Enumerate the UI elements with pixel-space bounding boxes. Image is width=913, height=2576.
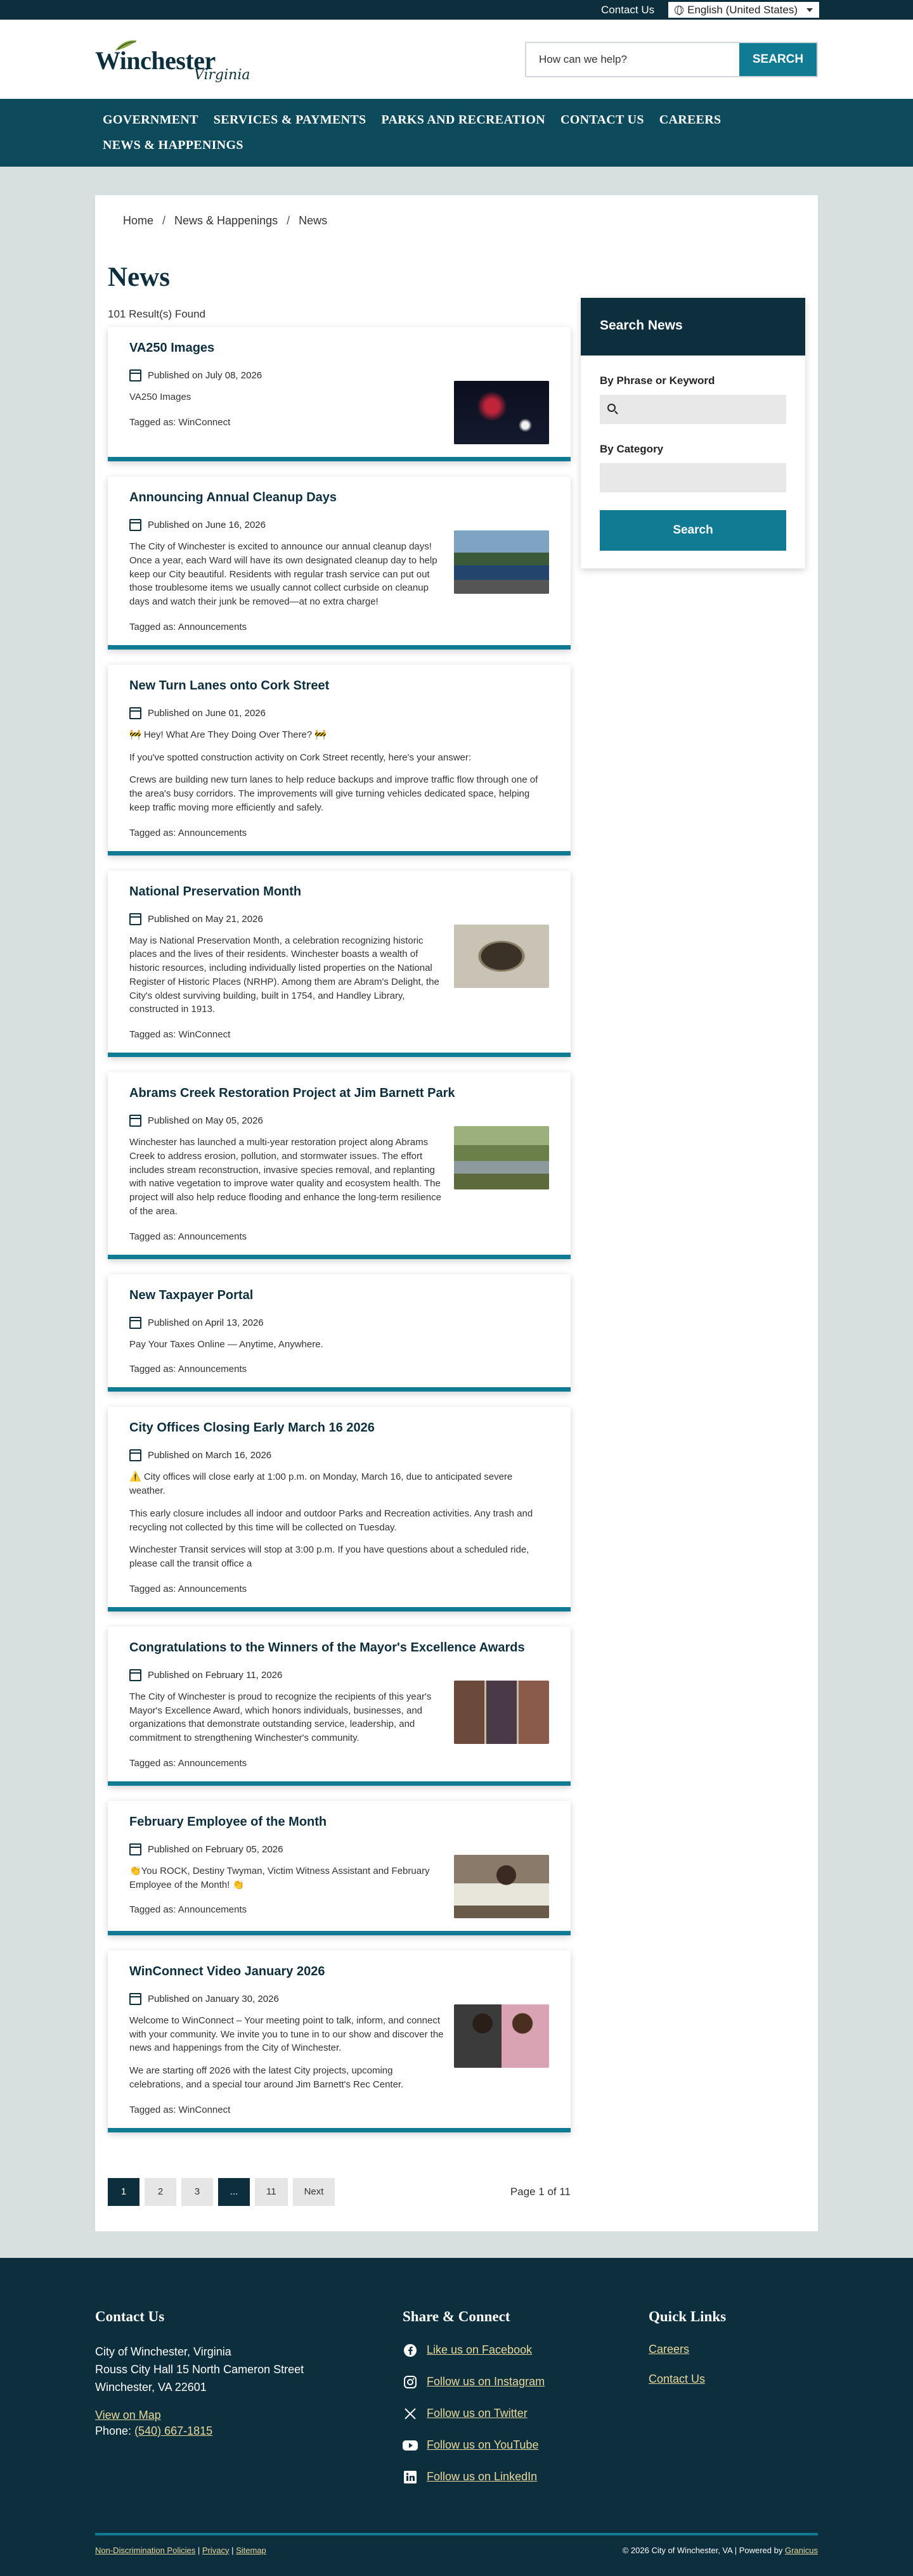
facebook-icon bbox=[403, 2343, 418, 2358]
breadcrumb-separator: / bbox=[162, 214, 166, 227]
calendar-icon bbox=[129, 1669, 141, 1681]
social-instagram[interactable] bbox=[403, 2374, 649, 2390]
news-card-tags: Tagged as: WinConnect bbox=[129, 1029, 231, 1040]
news-card bbox=[108, 327, 571, 461]
nav-item-parks-recreation[interactable]: PARKS AND RECREATION bbox=[381, 113, 546, 127]
utility-contact-link[interactable]: Contact Us bbox=[601, 3, 655, 16]
news-card bbox=[108, 477, 571, 650]
category-select[interactable] bbox=[600, 463, 786, 492]
nav-item-contact-us[interactable]: CONTACT US bbox=[560, 113, 644, 127]
calendar-icon bbox=[129, 1449, 141, 1461]
copyright bbox=[623, 2546, 818, 2555]
logo-word: Winchester bbox=[95, 46, 216, 75]
social-facebook[interactable] bbox=[403, 2343, 649, 2358]
quick-link-contact-us[interactable]: Contact Us bbox=[649, 2372, 706, 2385]
main-nav bbox=[0, 99, 913, 167]
instagram-link[interactable]: Follow us on Instagram bbox=[427, 2375, 545, 2388]
page-status: Page 1 of 11 bbox=[510, 2185, 571, 2198]
breadcrumb-news-happenings[interactable]: News & Happenings bbox=[174, 214, 278, 227]
published-date: Published on June 16, 2026 bbox=[148, 520, 266, 530]
granicus-link[interactable]: Granicus bbox=[784, 2545, 818, 2555]
news-card-title[interactable]: City Offices Closing Early March 16 2026 bbox=[129, 1421, 375, 1435]
breadcrumb bbox=[108, 208, 805, 227]
published-date: Published on April 13, 2026 bbox=[148, 1317, 264, 1328]
news-card-title[interactable]: Congratulations to the Winners of the Mayor's Excellence Awards bbox=[129, 1640, 525, 1655]
x-twitter-icon bbox=[403, 2406, 418, 2421]
news-card-excerpt: This early closure includes all indoor and outdoor Parks and Recreation activities. Any trash and recycling not collected by this time will be collected on Tuesday. bbox=[129, 1508, 533, 1533]
news-card-excerpt: 🚧 Hey! What Are They Doing Over There? 🚧 bbox=[129, 729, 327, 740]
footer-share-heading: Share & Connect bbox=[403, 2308, 510, 2324]
youtube-link[interactable]: Follow us on YouTube bbox=[427, 2438, 539, 2451]
footer-quick-links bbox=[649, 2309, 726, 2501]
footer-phone bbox=[95, 2422, 403, 2440]
footer-quick-heading: Quick Links bbox=[649, 2308, 727, 2324]
page-button-11[interactable]: 11 bbox=[255, 2178, 288, 2206]
news-card-tags: Tagged as: WinConnect bbox=[129, 2104, 231, 2115]
news-card-tags: Tagged as: Announcements bbox=[129, 1583, 247, 1594]
news-card-excerpt: If you've spotted construction activity on Cork Street recently, here's your answer: bbox=[129, 752, 472, 763]
news-card-thumbnail[interactable] bbox=[454, 2004, 549, 2068]
nav-item-careers[interactable]: CAREERS bbox=[659, 113, 722, 127]
page-button-1[interactable]: 1 bbox=[108, 2178, 139, 2206]
footer-address-line: Rouss City Hall 15 North Cameron Street bbox=[95, 2362, 304, 2376]
news-card-excerpt: 👏You ROCK, Destiny Twyman, Victim Witness Assistant and February Employee of the Month! 👏 bbox=[129, 1865, 430, 1890]
nav-item-news-happenings[interactable]: NEWS & HAPPENINGS bbox=[103, 138, 243, 152]
news-card bbox=[108, 665, 571, 855]
calendar-icon bbox=[129, 1317, 141, 1329]
page-button-3[interactable]: 3 bbox=[181, 2178, 213, 2206]
footer-contact bbox=[95, 2309, 403, 2501]
page-button-2[interactable]: 2 bbox=[145, 2178, 176, 2206]
nav-item-services-payments[interactable]: SERVICES & PAYMENTS bbox=[213, 113, 366, 127]
site-search-input[interactable] bbox=[526, 43, 739, 76]
site-footer bbox=[0, 2258, 913, 2576]
youtube-icon bbox=[403, 2438, 418, 2453]
news-card-thumbnail[interactable] bbox=[454, 1126, 549, 1189]
sitemap-link[interactable]: Sitemap bbox=[236, 2545, 266, 2555]
published-date: Published on June 01, 2026 bbox=[148, 707, 266, 719]
footer-address-line: City of Winchester, Virginia bbox=[95, 2345, 231, 2358]
results-count: 101 Result(s) Found bbox=[108, 308, 206, 320]
social-youtube[interactable] bbox=[403, 2438, 649, 2453]
footer-share bbox=[403, 2309, 649, 2501]
utility-bar bbox=[0, 0, 913, 20]
news-card-title[interactable]: New Taxpayer Portal bbox=[129, 1288, 254, 1302]
news-card-excerpt: VA250 Images bbox=[129, 392, 191, 402]
news-card-tags: Tagged as: Announcements bbox=[129, 621, 247, 632]
news-card bbox=[108, 871, 571, 1058]
news-card-tags: Tagged as: Announcements bbox=[129, 1757, 247, 1769]
calendar-icon bbox=[129, 913, 141, 925]
news-card-tags: Tagged as: Announcements bbox=[129, 1364, 247, 1375]
linkedin-link[interactable]: Follow us on LinkedIn bbox=[427, 2470, 538, 2483]
chevron-down-icon bbox=[806, 8, 813, 12]
calendar-icon bbox=[129, 1993, 141, 2005]
news-card-tags: Tagged as: Announcements bbox=[129, 1904, 247, 1916]
published-date: Published on February 05, 2026 bbox=[148, 1843, 283, 1855]
news-card-thumbnail[interactable] bbox=[454, 1681, 549, 1744]
news-card-date bbox=[129, 1115, 444, 1127]
breadcrumb-current: News bbox=[299, 214, 328, 227]
news-card-date bbox=[129, 1669, 444, 1681]
news-card-title[interactable]: Abrams Creek Restoration Project at Jim Barnett Park bbox=[129, 1086, 455, 1100]
news-card-title[interactable]: VA250 Images bbox=[129, 341, 215, 355]
view-on-map-link[interactable]: View on Map bbox=[95, 2408, 161, 2421]
news-card bbox=[108, 1951, 571, 2132]
breadcrumb-home[interactable]: Home bbox=[123, 214, 154, 227]
quick-link-careers[interactable]: Careers bbox=[649, 2342, 690, 2355]
category-label: By Category bbox=[600, 443, 664, 455]
content-panel bbox=[95, 195, 818, 2231]
footer-link-separator: | bbox=[195, 2545, 202, 2555]
social-linkedin[interactable] bbox=[403, 2470, 649, 2485]
news-card-excerpt: ⚠️ City offices will close early at 1:00 p.m. on Monday, March 16, due to anticipated severe weather. bbox=[129, 1471, 513, 1496]
news-card-date bbox=[129, 913, 444, 925]
page-title: News bbox=[108, 262, 170, 292]
news-card-tags: Tagged as: Announcements bbox=[129, 1231, 247, 1242]
calendar-icon bbox=[129, 519, 141, 531]
published-date: Published on February 11, 2026 bbox=[148, 1669, 283, 1681]
language-select[interactable] bbox=[668, 2, 819, 18]
search-news-box bbox=[581, 298, 805, 568]
twitter-link[interactable]: Follow us on Twitter bbox=[427, 2407, 528, 2419]
language-label: English (United States) bbox=[687, 3, 798, 16]
news-card bbox=[108, 1072, 571, 1259]
news-card-tags: Tagged as: Announcements bbox=[129, 827, 247, 838]
calendar-icon bbox=[129, 1843, 141, 1855]
news-card-date bbox=[129, 1449, 549, 1461]
site-logo[interactable] bbox=[95, 37, 261, 82]
news-card-thumbnail[interactable] bbox=[454, 381, 549, 444]
published-date: Published on January 30, 2026 bbox=[148, 1993, 279, 2004]
news-card-thumbnail[interactable] bbox=[454, 925, 549, 988]
footer-bottom-bar bbox=[95, 2533, 818, 2555]
pagination bbox=[108, 2178, 571, 2206]
footer-bottom-links bbox=[95, 2546, 266, 2555]
instagram-icon bbox=[403, 2374, 418, 2390]
linkedin-icon bbox=[403, 2470, 418, 2485]
news-card-date bbox=[129, 1843, 444, 1855]
news-card-excerpt: Crews are building new turn lanes to help reduce backups and improve traffic flow through one of the area's busy corridors. The improvements will give turning vehicles dedicated space, helping keep traffic moving more efficiently and safely. bbox=[129, 774, 538, 813]
footer-link-separator: | bbox=[229, 2545, 236, 2555]
news-card-excerpt: The City of Winchester is excited to announce our annual cleanup days! Once a year, each Ward will have its own designated cleanup day to help keep our City beautiful. Residents with regular trash service can put out those troublesome items we usually cannot collect curbside on cleanup days and watch their junk be removed—at no extra charge! bbox=[129, 541, 437, 607]
news-card-thumbnail[interactable] bbox=[454, 530, 549, 594]
news-card-date bbox=[129, 1993, 444, 2005]
footer-contact-heading: Contact Us bbox=[95, 2308, 165, 2324]
phone-link[interactable]: (540) 667-1815 bbox=[134, 2424, 213, 2437]
news-card-title[interactable]: WinConnect Video January 2026 bbox=[129, 1964, 325, 1978]
news-card bbox=[108, 1274, 571, 1392]
search-news-sidebar bbox=[581, 298, 805, 2148]
news-card-date bbox=[129, 369, 444, 381]
logo-sub: Virginia bbox=[194, 67, 250, 83]
non-discrimination-link[interactable]: Non-Discrimination Policies bbox=[95, 2545, 196, 2555]
phone-label: Phone: bbox=[95, 2424, 135, 2437]
news-card bbox=[108, 1801, 571, 1935]
news-card-title[interactable]: February Employee of the Month bbox=[129, 1814, 327, 1829]
published-date: Published on May 05, 2026 bbox=[148, 1115, 263, 1126]
calendar-icon bbox=[129, 1115, 141, 1127]
keyword-label: By Phrase or Keyword bbox=[600, 375, 715, 387]
nav-item-government[interactable]: GOVERNMENT bbox=[103, 113, 198, 127]
page-button-ellipsis[interactable]: ... bbox=[218, 2178, 250, 2206]
site-search-button[interactable]: SEARCH bbox=[739, 43, 817, 76]
news-card-excerpt: Winchester has launched a multi-year restoration project along Abrams Creek to address erosion, pollution, and stormwater issues. The effort includes stream reconstruction, invasive species removal, and replanting with native vegetation to improve water quality and ecosystem health. The project will also help reduce flooding and enhance the long-term resilience of the area. bbox=[129, 1137, 441, 1217]
news-card-excerpt: Winchester Transit services will stop at 3:00 p.m. If you have questions about a scheduled ride, please call the transit office a bbox=[129, 1544, 529, 1569]
news-card-title[interactable]: New Turn Lanes onto Cork Street bbox=[129, 678, 330, 693]
news-list bbox=[108, 327, 571, 2148]
news-card-excerpt: Welcome to WinConnect – Your meeting point to talk, inform, and connect with your community. We invite you to tune in to our show and discover the news and happenings from the City of Winchester. bbox=[129, 2015, 444, 2054]
news-card bbox=[108, 1627, 571, 1786]
sidebar-search-button[interactable]: Search bbox=[600, 510, 786, 551]
calendar-icon bbox=[129, 707, 141, 719]
calendar-icon bbox=[129, 369, 141, 381]
site-search bbox=[525, 42, 818, 77]
search-news-title: Search News bbox=[581, 298, 805, 356]
site-header bbox=[0, 20, 913, 99]
news-card-excerpt: Pay Your Taxes Online — Anytime, Anywhere. bbox=[129, 1338, 323, 1350]
news-card-title[interactable]: National Preservation Month bbox=[129, 884, 302, 899]
published-date: Published on May 21, 2026 bbox=[148, 913, 263, 925]
published-date: Published on March 16, 2026 bbox=[148, 1450, 272, 1461]
news-card-date bbox=[129, 519, 444, 531]
news-card-date bbox=[129, 1317, 549, 1329]
published-date: Published on July 08, 2026 bbox=[148, 370, 262, 381]
breadcrumb-separator: / bbox=[287, 214, 290, 227]
search-icon bbox=[607, 404, 616, 412]
news-card-excerpt: May is National Preservation Month, a celebration recognizing historic places and the lives of their residents. Winchester boasts a wealth of historic resources, including individually listed properties on the National Register of Historic Places (NRHP). Among them are Abram's Delight, the City's oldest surviving building, built in 1754, and Handley Library, constructed in 1913. bbox=[129, 935, 439, 1015]
news-card bbox=[108, 1407, 571, 1612]
copyright-text: © 2026 City of Winchester, VA | Powered by bbox=[622, 2545, 785, 2555]
news-card-tags: Tagged as: WinConnect bbox=[129, 416, 231, 428]
news-card-title[interactable]: Announcing Annual Cleanup Days bbox=[129, 490, 337, 504]
privacy-link[interactable]: Privacy bbox=[202, 2545, 230, 2555]
news-card-excerpt: The City of Winchester is proud to recognize the recipients of this year's Mayor's Excellence Award, which honors individuals, businesses, and organizations that demonstrate outstanding service, leadership, and commitment to strengthening Winchester's community. bbox=[129, 1691, 432, 1743]
keyword-input[interactable] bbox=[600, 395, 786, 424]
news-card-thumbnail[interactable] bbox=[454, 1855, 549, 1918]
news-card-date bbox=[129, 707, 549, 719]
social-twitter[interactable] bbox=[403, 2406, 649, 2421]
globe-icon bbox=[675, 6, 683, 15]
news-card-excerpt: We are starting off 2026 with the latest City projects, upcoming celebrations, and a special tour around Jim Barnett's Rec Center. bbox=[129, 2065, 404, 2090]
facebook-link[interactable]: Like us on Facebook bbox=[427, 2343, 533, 2356]
footer-address-line: Winchester, VA 22601 bbox=[95, 2380, 207, 2393]
next-page-button[interactable]: Next bbox=[293, 2178, 335, 2206]
